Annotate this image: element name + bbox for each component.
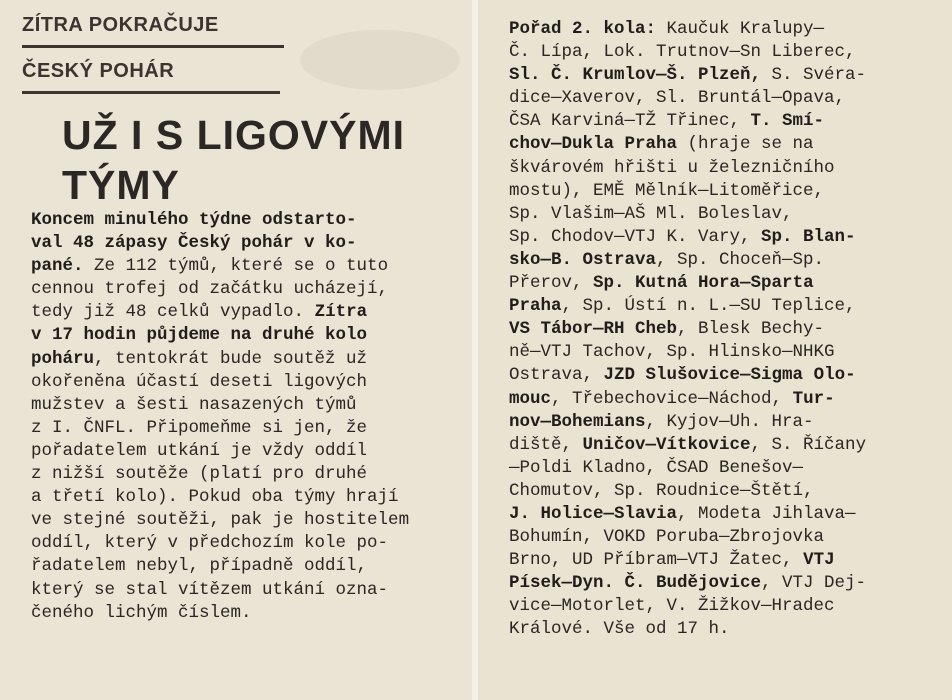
text-segment: vice—Motorlet, V. Žižkov—Hradec	[488, 596, 835, 617]
text-segment: a třetí kolo). Pokud oba týmy hrají	[10, 487, 399, 508]
text-line	[488, 18, 948, 41]
text-segment: diště,	[488, 434, 583, 455]
text-line	[10, 278, 470, 301]
bold-text-segment: Tur-	[792, 388, 835, 409]
text-segment: , Třebechovice—Náchod,	[551, 388, 793, 409]
text-line	[10, 486, 470, 509]
text-segment: okořeněna účastí deseti ligových	[10, 371, 368, 392]
headline-line: UŽ I S LIGOVÝMI	[62, 112, 406, 158]
text-segment: z nižší soutěže (platí pro druhé	[10, 464, 368, 485]
text-segment: , Sp. Choceň—Sp.	[656, 249, 825, 270]
bold-text-segment: pané.	[10, 256, 84, 277]
bold-text-segment: sko—B. Ostrava	[488, 249, 657, 270]
text-segment: Sp. Vlašim—AŠ Ml. Boleslav,	[488, 203, 793, 224]
text-line	[488, 87, 948, 110]
text-segment: , Blesk Bechy-	[677, 319, 825, 340]
text-segment: dice—Xaverov, Sl. Bruntál—Opava,	[488, 88, 846, 109]
text-segment: Ze 112 týmů, které se o tuto	[83, 256, 389, 277]
text-segment: Sp. Chodov—VTJ K. Vary,	[488, 226, 762, 247]
text-line	[488, 226, 948, 249]
text-line	[488, 434, 948, 457]
text-segment: ve stejné soutěži, pak je hostitelem	[10, 510, 410, 531]
text-line	[10, 417, 470, 440]
text-segment: Králové. Vše od 17 h.	[488, 619, 730, 640]
text-line	[488, 572, 948, 595]
text-line	[10, 509, 470, 532]
bold-text-segment: chov—Dukla Praha	[488, 134, 678, 155]
text-segment: Bohumín, VOKD Poruba—Zbrojovka	[488, 527, 825, 548]
text-segment: oddíl, který v předchozím kole po-	[10, 533, 389, 554]
text-line	[488, 110, 948, 133]
paper-stain	[300, 30, 460, 90]
text-line	[10, 463, 470, 486]
text-segment: Č. Lípa, Lok. Trutnov—Sn Liberec,	[488, 42, 856, 63]
text-line	[488, 341, 948, 364]
text-line	[10, 324, 470, 347]
text-line	[488, 318, 948, 341]
text-line	[488, 272, 948, 295]
bold-text-segment: JZD Slušovice—Sigma Olo-	[603, 365, 856, 386]
text-line	[10, 602, 470, 625]
text-segment: , VTJ Dej-	[761, 573, 867, 594]
text-segment: cennou trofej od začátku ucházejí,	[10, 279, 389, 300]
text-segment: čeného lichým číslem.	[10, 602, 252, 623]
text-line	[10, 579, 470, 602]
bold-text-segment: VS Tábor—RH Cheb	[488, 319, 678, 340]
bold-text-segment: val 48 zápasy Český pohár v ko-	[10, 233, 357, 254]
bold-text-segment: Zítra	[314, 302, 368, 323]
text-line	[10, 555, 470, 578]
text-line	[488, 526, 948, 549]
fixtures-body	[488, 18, 948, 642]
text-line	[10, 532, 470, 555]
text-segment: z I. ČNFL. Připomeňme si jen, že	[10, 417, 368, 438]
text-line	[488, 503, 948, 526]
fixtures-column	[478, 0, 952, 700]
text-line	[488, 249, 948, 272]
bold-text-segment: Sl. Č. Krumlov—Š. Plzeň,	[488, 65, 762, 86]
text-line	[488, 457, 948, 480]
text-segment: , Modeta Jihlava—	[677, 503, 856, 524]
headline-line: TÝMY	[62, 162, 180, 208]
text-segment: —Poldi Kladno, ČSAD Benešov—	[488, 457, 804, 478]
bold-text-segment: nov—Bohemians	[488, 411, 646, 432]
text-line	[10, 232, 470, 255]
bold-text-segment: T. Smí-	[750, 111, 825, 132]
bold-text-segment: mouc	[488, 388, 552, 409]
kicker-czech-cup: ČESKÝ POHÁR	[22, 60, 175, 82]
text-segment: (hraje se na	[677, 134, 814, 155]
bold-text-segment: Koncem minulého týdne odstarto-	[10, 210, 357, 230]
bold-text-segment: v 17 hodin půjdeme na druhé kolo	[10, 325, 368, 346]
text-line	[488, 388, 948, 411]
text-line	[10, 440, 470, 463]
text-segment: mužstev a šesti nasazených týmů	[10, 394, 357, 415]
bold-text-segment: J. Holice—Slavia	[488, 503, 678, 524]
text-line	[488, 364, 948, 387]
text-line	[10, 301, 470, 324]
text-line	[488, 411, 948, 434]
article-body	[10, 209, 470, 625]
text-segment: Kaučuk Kralupy—	[656, 19, 825, 39]
text-segment: S. Svéra-	[761, 65, 867, 86]
text-line	[10, 209, 470, 232]
text-line	[488, 133, 948, 156]
text-segment: , S. Říčany	[750, 434, 867, 455]
text-segment: , Sp. Ústí n. L.—SU Teplice,	[561, 296, 856, 317]
text-line	[10, 371, 470, 394]
text-segment: řadatelem nebyl, případně oddíl,	[10, 556, 368, 577]
text-line	[10, 255, 470, 278]
text-line	[488, 618, 948, 641]
bold-text-segment: Pořad 2. kola:	[488, 19, 657, 39]
text-segment: Chomutov, Sp. Roudnice—Štětí,	[488, 480, 814, 501]
text-segment: Brno, UD Příbram—VTJ Žatec,	[488, 550, 804, 571]
text-segment: který se stal vítězem utkání ozna-	[10, 579, 389, 600]
bold-text-segment: Uničov—Vítkovice	[582, 434, 751, 455]
bold-text-segment: Praha	[488, 296, 562, 317]
kicker-rule	[22, 91, 280, 94]
text-line	[10, 348, 470, 371]
text-line	[488, 64, 948, 87]
text-line	[488, 549, 948, 572]
bold-text-segment: poháru	[10, 348, 95, 369]
bold-text-segment: Písek—Dyn. Č. Budějovice	[488, 573, 762, 594]
text-line	[488, 157, 948, 180]
kicker-tomorrow-continues: ZÍTRA POKRAČUJE	[22, 14, 219, 36]
text-segment: pořadatelem utkání je vždy oddíl	[10, 440, 368, 461]
text-segment: škvárovém hřišti u železničního	[488, 157, 835, 178]
text-segment: ně—VTJ Tachov, Sp. Hlinsko—NHKG	[488, 342, 835, 363]
text-segment: , Kyjov—Uh. Hra-	[645, 411, 814, 432]
text-line	[488, 180, 948, 203]
text-line	[10, 394, 470, 417]
text-segment: mostu), EMĚ Mělník—Litoměřice,	[488, 180, 825, 201]
bold-text-segment: Sp. Blan-	[761, 226, 856, 247]
text-line	[488, 595, 948, 618]
text-line	[488, 295, 948, 318]
text-segment: , tentokrát bude soutěž už	[94, 348, 368, 369]
bold-text-segment: VTJ	[803, 550, 835, 571]
text-line	[488, 480, 948, 503]
bold-text-segment: Sp. Kutná Hora—Sparta	[593, 273, 814, 294]
text-line	[488, 203, 948, 226]
text-segment: Přerov,	[488, 273, 594, 294]
article-headline	[62, 110, 405, 210]
kicker-rule	[22, 45, 284, 48]
text-segment: Ostrava,	[488, 365, 604, 386]
text-line	[488, 41, 948, 64]
text-segment: tedy již 48 celků vypadlo.	[10, 302, 315, 323]
text-segment: ČSA Karviná—TŽ Třinec,	[488, 111, 751, 132]
